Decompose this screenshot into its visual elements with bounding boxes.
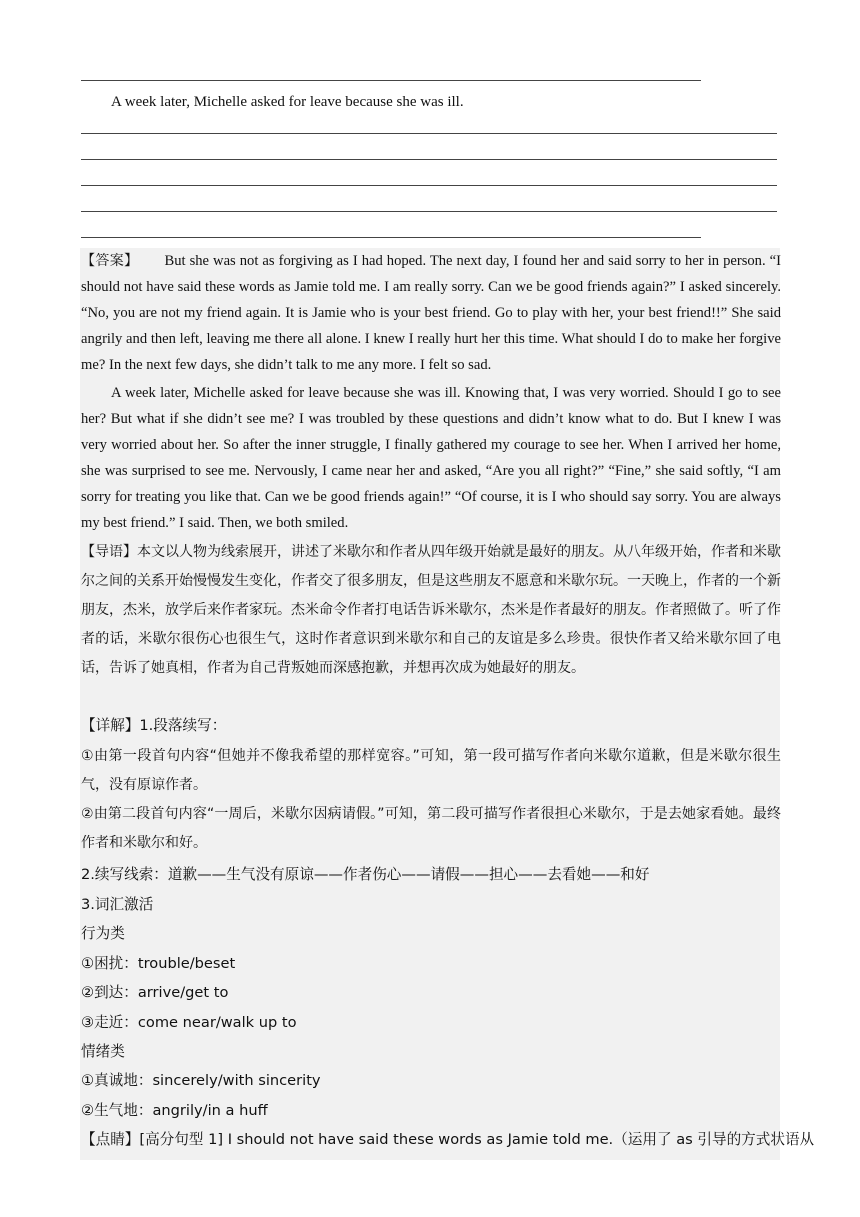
detail-heading-text: 1.段落续写：	[139, 717, 227, 734]
answer-paragraph-1	[81, 248, 781, 378]
detail-label: 【详解】	[81, 717, 140, 734]
vocab-item: ②到达：arrive/get to	[81, 984, 229, 1001]
clues-line: 2.续写线索：道歉——生气没有原谅——作者伤心——请假——担心——去看她——和好	[81, 866, 650, 883]
vocab-category-behavior: 行为类	[81, 925, 125, 942]
guide-paragraph	[81, 538, 781, 683]
vocab-heading: 3.词汇激活	[81, 896, 154, 913]
vocab-item: ③走近：come near/walk up to	[81, 1014, 297, 1031]
prompt-sentence: A week later, Michelle asked for leave because she was ill.	[111, 94, 464, 110]
answer-para1-first: But she was not as forgiving as I had hoped. The next day, I found her and said sorry to her in person.	[164, 253, 766, 269]
writing-line	[81, 237, 701, 238]
detail-item-1: ①由第一段首句内容“但她并不像我希望的那样宽容。”可知，第一段可描写作者向米歇尔道歉，但是米歇尔很生气，没有原谅作者。	[81, 748, 781, 793]
highlight-text: [高分句型 1] I should not have said these words as Jamie told me.（运用了 as 引导的方式状语从	[139, 1131, 815, 1148]
writing-line	[81, 80, 701, 81]
answer-label: 【答案】	[81, 253, 139, 269]
detail-heading	[81, 716, 781, 736]
vocab-item: ②生气地：angrily/in a huff	[81, 1102, 268, 1119]
answer-paragraph-2: A week later, Michelle asked for leave because she was ill. Knowing that, I was very worried. Should I go to see her? But what if she didn’t see me? I was troubled by these questions and didn’t know what to do. But I knew I was very worried about her. So after the inner struggle, I finally gathered my courage to see her. When I arrived her home, she was surprised to see me. Nervously, I came near her and asked, “Are you all right?” “Fine,” she said softly, “I am sorry for treating you like that. Can we be good friends again!” “Of course, it is I who should say sorry. You are always my best friend.” I said. Then, we both smiled.	[81, 385, 781, 531]
highlight-label: 【点睛】	[81, 1131, 140, 1148]
writing-line	[81, 133, 777, 134]
vocab-item: ①困扰：trouble/beset	[81, 955, 236, 972]
guide-label: 【导语】	[81, 544, 137, 560]
highlight-line	[81, 1130, 815, 1150]
detail-item-2: ②由第二段首句内容“一周后，米歇尔因病请假。”可知，第二段可描写作者很担心米歇尔，于是去她家看她。最终作者和米歇尔和好。	[81, 806, 781, 851]
vocab-item: ①真诚地：sincerely/with sincerity	[81, 1072, 321, 1089]
answer-para1-rest: “I should not have said these words as Jamie told me. I am really sorry. Can we be good friends again?” I asked sincerely. “No, you are not my friend again. It is Jamie who is your best friend. Go to play with her, your best friend!!” She said angrily and then left, leaving me there all alone. I knew I really hurt her this time. What should I do to make her forgive me? In the next few days, she didn’t talk to me any more. I felt so sad.	[81, 253, 781, 373]
vocab-category-emotion: 情绪类	[81, 1043, 125, 1060]
guide-text: 本文以人物为线索展开，讲述了米歇尔和作者从四年级开始就是最好的朋友。从八年级开始，作者和米歇尔之间的关系开始慢慢发生变化，作者交了很多朋友，但是这些朋友不愿意和米歇尔玩。一天晚上，作者的一个新朋友，杰米，放学后来作者家玩。杰米命令作者打电话告诉米歇尔，杰米是作者最好的朋友。作者照做了。听了作者的话，米歇尔很伤心也很生气，这时作者意识到米歇尔和自己的友谊是多么珍贵。很快作者又给米歇尔回了电话，告诉了她真相，作者为自己背叛她而深感抱歉，并想再次成为她最好的朋友。	[81, 544, 781, 676]
writing-line	[81, 159, 777, 160]
writing-line	[81, 211, 777, 212]
writing-line	[81, 185, 777, 186]
